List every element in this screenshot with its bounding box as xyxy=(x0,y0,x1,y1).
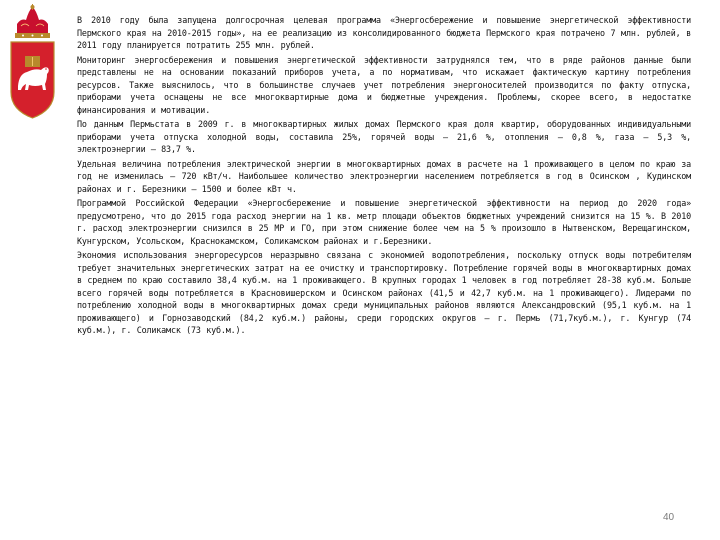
paragraph-monitoring: Мониторинг энергосбережения и повышения энергетической эффективности затруднялся тем, что в ряде районов данные были представлены не на основании показаний приборов учета, а по нормативам, что искажает фактическую картину потребления ресурсов. Также выяснилось, что в большинстве случаев учет потребления энергоносителей производится по факту отпуска, приборами учета оснащены не все многоквартирные дома и бюджетные учреждения. Проблемы, скорее всего, в недостатке финансирования и мотивации. xyxy=(77,54,691,115)
paragraph-water-consumption: Экономия использования энергоресурсов неразрывно связана с экономией водопотребления, поскольку отпуск воды потребителям требует значительных энергетических затрат на ее очистку и транспортировку. Потребление горячей воды в многоквартирных домах в среднем по краю составило 38,4 куб.м. на 1 проживающего. В крупных городах 1 человек в год потребляет 28-38 куб.м. Больше всего горячей воды потребляется в Красновишерском и Осинском районах (41,5 и 42,7 куб.м. на 1 проживающего). Лидерами по потреблению холодной воды в многоквартирных домах среди муниципальных районов являются Александровский (95,1 куб.м. на 1 проживающего) и Горнозаводский (84,2 куб.м.) районы, среди городских округов – г. Пермь (71,7куб.м.), г. Кунгур (74 куб.м.), г. Соликамск (73 куб.м.). xyxy=(77,250,691,335)
paragraph-federal-program: Программой Российской Федерации «Энергосбережение и повышение энергетической эффективности на период до 2020 года» предусмотрено, что до 2015 года расход энергии на 1 кв. метр площади объектов бюджетных учреждений снизится на 15 %. В 2010 г. расход электроэнергии снизился в 25 МР и ГО, при этом снижение более чем на 5 % произошло в Нытвенском, Верещагинском, Кунгурском, Усольском, Краснокамском, Соликамском районах и г.Березники. xyxy=(77,198,691,246)
shield-icon xyxy=(11,42,54,118)
crown-icon xyxy=(15,4,50,38)
paragraph-energy-program: В 2010 году была запущена долгосрочная целевая программа «Энергосбережение и повышение энергетической эффективности Пермского края на 2010-2015 годы», на ее реализацию из консолидированного бюджета Пермского края потрачено 7 млн. рублей, в 2011 году планируется потратить 255 млн. рублей. xyxy=(77,15,691,50)
page-number: 40 xyxy=(663,512,675,523)
paragraph-electricity-consumption: Удельная величина потребления электрической энергии в многоквартирных домах в расчете на 1 проживающего в целом по краю за год не изменилась – 720 кВт/ч. Наибольшее количество электроэнергии населением потребляется в год в Осинском , Кудинском районах и г. Березники – 1500 и более кВт ч. xyxy=(77,158,691,194)
document-body xyxy=(77,14,691,339)
paragraph-meter-statistics: По данным Пермьстата в 2009 г. в многоквартирных жилых домах Пермского края доля квартир, оборудованных индивидуальными приборами учета отпуска холодной воды, составила 25%, горячей воды – 21,6 %, отопления – 0,8 %, газа – 5,3 %, электроэнергии – 83,7 %. xyxy=(77,119,691,154)
perm-krai-coat-of-arms-icon xyxy=(5,4,60,122)
